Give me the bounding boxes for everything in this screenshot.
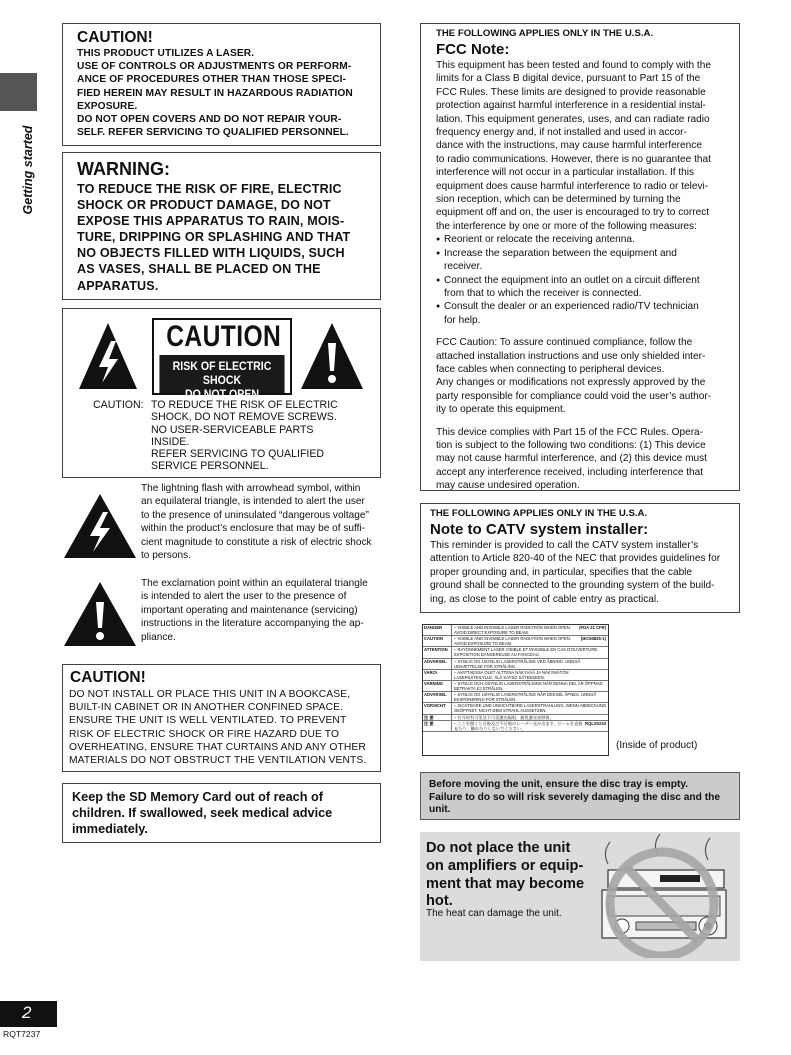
laser-label-code: DANGER (423, 625, 452, 635)
catv-applies-note: THE FOLLOWING APPLIES ONLY IN THE U.S.A. (430, 508, 648, 519)
text-line: Before moving the unit, ensure the disc tray is empty. (429, 779, 689, 790)
text-line: ● Connect the equipment into an outlet on a circuit different (444, 274, 700, 286)
text-line: MATERIALS DO NOT OBSTRUCT THE VENTILATION VENTS. (69, 755, 367, 767)
warning-text (77, 181, 366, 294)
text-line: may not cause harmful interference, and (2) this device must (436, 453, 707, 465)
text-line: sion reception, which can be determined by turning the (436, 194, 681, 206)
laser-label-code: VORSICHT (423, 703, 452, 713)
text-line: TO REDUCE THE RISK OF FIRE, ELECTRIC (77, 182, 342, 196)
laser-label-text: – 打开时有可见及不可见激光辐射。避免激光束照射。 (454, 714, 554, 720)
text-line: for help. (444, 314, 481, 326)
text-line: FCC Rules. These limits are designed to provide reasonable (436, 86, 706, 98)
laser-warning-label (422, 624, 609, 756)
laser-label-row (423, 681, 608, 692)
text-line: FIED HEREIN MAY RESULT IN HAZARDOUS RADIATION (77, 87, 353, 99)
text-line: tion is subject to the following two conditions: (1) This device (436, 439, 706, 451)
text-line: immediately. (72, 822, 148, 836)
text-line: Any changes or modifications not expressly approved by the (436, 377, 706, 389)
laser-label-text: – VISIBLE AND INVISIBLE LASER RADIATION WHEN OPEN. AVOID EXPOSURE TO BEAM. (454, 636, 571, 647)
fcc-note-box (420, 23, 740, 491)
text-line: lation. This equipment generates, uses, and can radiate radio (436, 113, 710, 125)
catv-title: Note to CATV system installer: (430, 521, 649, 538)
text-line: ● Reorient or relocate the receiving antenna. (444, 234, 635, 246)
text-line: REFER SERVICING TO QUALIFIED (151, 448, 325, 461)
fcc-title: FCC Note: (436, 41, 510, 58)
text-line: NO USER-SERVICEABLE PARTS (151, 423, 314, 436)
laser-label-row (423, 636, 608, 647)
text-line: EXPOSE THIS APPARATUS TO RAIN, MOIS- (77, 214, 345, 229)
warning-box (62, 152, 381, 300)
text-line: to persons. (141, 550, 191, 562)
text-line: is intended to alert the user to the presence of (141, 591, 347, 603)
laser-label-text: – RAYONNEMENT LASER VISIBLE ET INVISIBLE EN CAS D'OUVERTURE. EXPOSITION DANGEREUSE AU FAISCEAU. (454, 647, 599, 658)
no-stacking-on-amplifier-icon (588, 834, 738, 958)
text-line: Do not place the unit (426, 840, 571, 856)
laser-label-code: VARNING (423, 681, 452, 691)
fcc-measures-list (436, 233, 725, 327)
laser-label-row (423, 647, 608, 658)
list-item (436, 274, 725, 301)
laser-label-code: CAUTION (423, 636, 452, 646)
laser-label-code: ADVARSEL (423, 692, 452, 702)
fcc-intro-text (436, 59, 725, 233)
text-line: DO NOT INSTALL OR PLACE THIS UNIT IN A BOOKCASE, (69, 689, 351, 700)
laser-label-text: – SYNLIG OG USYNLIG LASERSTRÅLING VED ÅBNING. UNDGÅ UDSÆTTELSE FOR STRÅLING. (454, 658, 581, 669)
text-line: DO NOT OPEN (184, 389, 260, 401)
catv-text (430, 539, 730, 606)
laser-label-row (423, 703, 608, 714)
text-line: RISK OF ELECTRIC SHOCK OR FIRE HAZARD DUE TO (69, 728, 340, 740)
section-label: Getting started (21, 125, 35, 215)
laser-label-caption: (Inside of product) (616, 740, 698, 751)
text-line: Keep the SD Memory Card out of reach of (72, 790, 323, 804)
page-number: 2 (22, 1003, 32, 1022)
text-line: FCC Caution: To assure continued compliance, follow the (436, 337, 693, 349)
lightning-triangle-icon (77, 321, 139, 391)
text-line: This equipment has been tested and found to comply with the (436, 60, 711, 71)
text-line: SHOCK, DO NOT REMOVE SCREWS. (151, 411, 337, 424)
text-line: unit. (429, 804, 451, 815)
laser-label-ref: RQLS0233 (585, 720, 606, 726)
laser-caution-text (77, 47, 366, 139)
text-line: TURE, DRIPPING OR SPLASHING AND THAT (77, 230, 351, 245)
laser-label-text: – VISIBLE AND INVISIBLE LASER RADIATION WHEN OPEN. AVOID DIRECT EXPOSURE TO BEAM. (454, 625, 571, 636)
text-line: ment that may become (426, 875, 585, 892)
text-line: DO NOT OPEN COVERS AND DO NOT REPAIR YOUR- (77, 114, 342, 126)
disc-tray-notice (420, 772, 740, 820)
text-line: ● Consult the dealer or an experienced radio/TV technician (444, 301, 699, 313)
text-line: NO OBJECTS FILLED WITH LIQUIDS, SUCH (77, 246, 345, 261)
exclamation-triangle-icon (299, 321, 365, 391)
fcc-part15-text (436, 426, 725, 493)
laser-label-text: – SYNLIG OG USYNLIG LASERSTRÅLING NÅR DEKSEL ÅPNES. UNNGÅ EKSPONERING FOR STRÅLEN. (454, 692, 597, 703)
text-line: ity to operate this equipment. (436, 404, 566, 416)
laser-label-row (423, 659, 608, 670)
caution-label-heading: CAUTION (166, 320, 282, 353)
text-line: THIS PRODUCT UTILIZES A LASER. (77, 48, 255, 59)
text-line: from that to which the receiver is connected. (444, 287, 642, 299)
text-line: protection against harmful interference in a residential instal- (436, 100, 706, 112)
laser-label-code: VARO! (423, 670, 452, 680)
text-line: cient magnitude to constitute a risk of electric shock (141, 536, 372, 548)
text-line: ENSURE THE UNIT IS WELL VENTILATED. TO PREVENT (69, 715, 347, 727)
laser-label-code: 注 意 (423, 715, 452, 720)
text-line: This reminder is provided to call the CATV system installer’s (430, 540, 699, 551)
text-line: on amplifiers or equip- (426, 857, 584, 874)
text-line: dance with the instructions, may cause harmful interference (436, 140, 702, 152)
text-line: frequency energy and, if not installed and used in accor- (436, 127, 687, 139)
catv-note-box (420, 503, 740, 613)
document-code: RQT7237 (3, 1029, 41, 1039)
heat-warning-subtext: The heat can damage the unit. (426, 908, 562, 919)
laser-label-code: ATTENTION (423, 647, 452, 657)
lightning-symbol-explanation (141, 482, 381, 562)
ventilation-caution-title: CAUTION! (70, 669, 146, 686)
text-line: SHOCK OR PRODUCT DAMAGE, DO NOT (77, 198, 331, 213)
text-line: ground shall be connected to the grounding system of the build- (430, 580, 715, 592)
text-line: The exclamation point within an equilateral triangle (141, 578, 368, 589)
text-line: EXPOSURE. (77, 100, 138, 112)
text-line: children. If swallowed, seek medical advice (72, 806, 333, 820)
text-line: proper grounding and, in particular, specifies that the cable (430, 566, 693, 578)
laser-label-row (423, 670, 608, 681)
caution-label (152, 318, 292, 401)
text-line: limits for a Class B digital device, pursuant to Part 15 of the (436, 73, 701, 85)
warning-title: WARNING: (77, 159, 170, 179)
text-line: pliance. (141, 631, 176, 643)
text-line: AS VASES, SHALL BE PLACED ON THE (77, 262, 321, 277)
text-line: BUILT-IN CABINET OR IN ANOTHER CONFINED SPACE. (69, 702, 344, 714)
laser-label-code: 注 意 (423, 721, 452, 731)
list-item (436, 300, 725, 327)
laser-label-code: ADVARSEL (423, 659, 452, 669)
text-line: hot. (426, 893, 453, 910)
text-line: Failure to do so will risk severely damaging the disc and the (429, 792, 720, 803)
fcc-caution-text (436, 336, 725, 416)
text-line: may cause undesired operation. (436, 480, 580, 492)
laser-label-text: – AVATTAESSA OLET ALTTIINA NÄKYVÄÄ JA NÄKYMÄTÖN LASERSÄTEILYLLE. ÄLÄ KATSO SÄTEESEEN. (454, 669, 569, 680)
fcc-applies-note: THE FOLLOWING APPLIES ONLY IN THE U.S.A. (436, 28, 654, 39)
text-line: to radio communications. However, there is no guarantee that (436, 153, 711, 165)
text-line: important operating and maintenance (servicing) (141, 604, 358, 616)
text-line: receiver. (444, 261, 483, 273)
laser-label-ref: (FDA 21 CFR) (579, 625, 606, 630)
text-line: ing, as close to the point of cable entry as practical. (430, 593, 659, 605)
text-line: accept any interference received, including interference that (436, 466, 704, 478)
shock-caution-label-box (62, 308, 381, 478)
laser-caution-box (62, 23, 381, 146)
laser-label-text: – ここを開くと可視及び不可視のレーザー光が出ます。ビームを直接見たり、触れたりしないでください。 (454, 720, 583, 731)
exclamation-symbol-explanation (141, 577, 381, 644)
laser-label-row (423, 721, 608, 732)
heat-warning-panel (420, 832, 740, 961)
text-line: SELF. REFER SERVICING TO QUALIFIED PERSONNEL. (77, 127, 349, 139)
list-item (436, 233, 725, 246)
text-line: APPARATUS. (77, 278, 159, 293)
text-line: ● Increase the separation between the equipment and (444, 247, 677, 259)
exclamation-triangle-icon (62, 580, 138, 648)
lightning-triangle-icon (62, 492, 138, 560)
text-line: This device complies with Part 15 of the FCC Rules. Opera- (436, 426, 704, 438)
text-line: party responsible for compliance could void the user’s author- (436, 390, 712, 402)
text-line: within the product’s enclosure that may be of suffi- (141, 523, 366, 535)
text-line: to the presence of uninsulated “dangerous voltage” (141, 509, 369, 521)
caution-label-subtext (159, 355, 284, 401)
ventilation-caution-text (69, 688, 373, 767)
text-line: face cables when connecting to peripheral devices. (436, 363, 665, 375)
text-line: TO REDUCE THE RISK OF ELECTRIC (151, 399, 338, 411)
text-line: interference will not occur in a particular installation. If this (436, 167, 695, 179)
text-line: equipment does cause harmful interference to radio or televi- (436, 180, 709, 192)
text-line: SERVICE PERSONNEL. (151, 460, 269, 473)
text-line: The lightning flash with arrowhead symbol, within (141, 483, 361, 494)
sd-card-warning-box (62, 783, 381, 843)
text-line: attached installation instructions and use only shielded inter- (436, 350, 706, 362)
text-line: equipment off and on, the user is encouraged to try to correct (436, 207, 710, 219)
ventilation-caution-box (62, 664, 381, 772)
text-line: ANCE OF PROCEDURES OTHER THAN THOSE SPECI- (77, 74, 347, 86)
text-line: the interference by one or more of the following measures: (436, 220, 697, 232)
laser-label-text: – SYNLIG OCH OSYNLIG LASERSTRÅLNING NÄR DENNA DEL ÄR ÖPPNAD. BETRAKTA EJ STRÅLEN. (454, 680, 604, 692)
laser-label-row (423, 692, 608, 703)
laser-label-text: – SICHTBARE UND UNSICHTBARE LASERSTRAHLUNG, WENN ABDECKUNG GEÖFFNET. NICHT DEM STRAHL AUSSETZEN. (454, 703, 607, 714)
laser-caution-title: CAUTION! (77, 29, 153, 46)
text-line: RISK OF ELECTRIC SHOCK (172, 361, 272, 387)
text-line: INSIDE. (151, 435, 190, 448)
text-line: attention to Article 820-40 of the NEC that provides guidelines for (430, 553, 721, 565)
laser-label-ref: (IEC60825-1) (580, 636, 606, 642)
list-item (436, 247, 725, 274)
laser-label-row (423, 625, 608, 636)
text-line: instructions in the literature accompanying the ap- (141, 618, 364, 630)
text-line: USE OF CONTROLS OR ADJUSTMENTS OR PERFORM- (77, 61, 352, 73)
text-line: an equilateral triangle, is intended to alert the user (141, 496, 365, 508)
text-line: OVERHEATING, ENSURE THAT CURTAINS AND ANY OTHER (69, 741, 366, 753)
note-label: CAUTION: (93, 399, 144, 411)
